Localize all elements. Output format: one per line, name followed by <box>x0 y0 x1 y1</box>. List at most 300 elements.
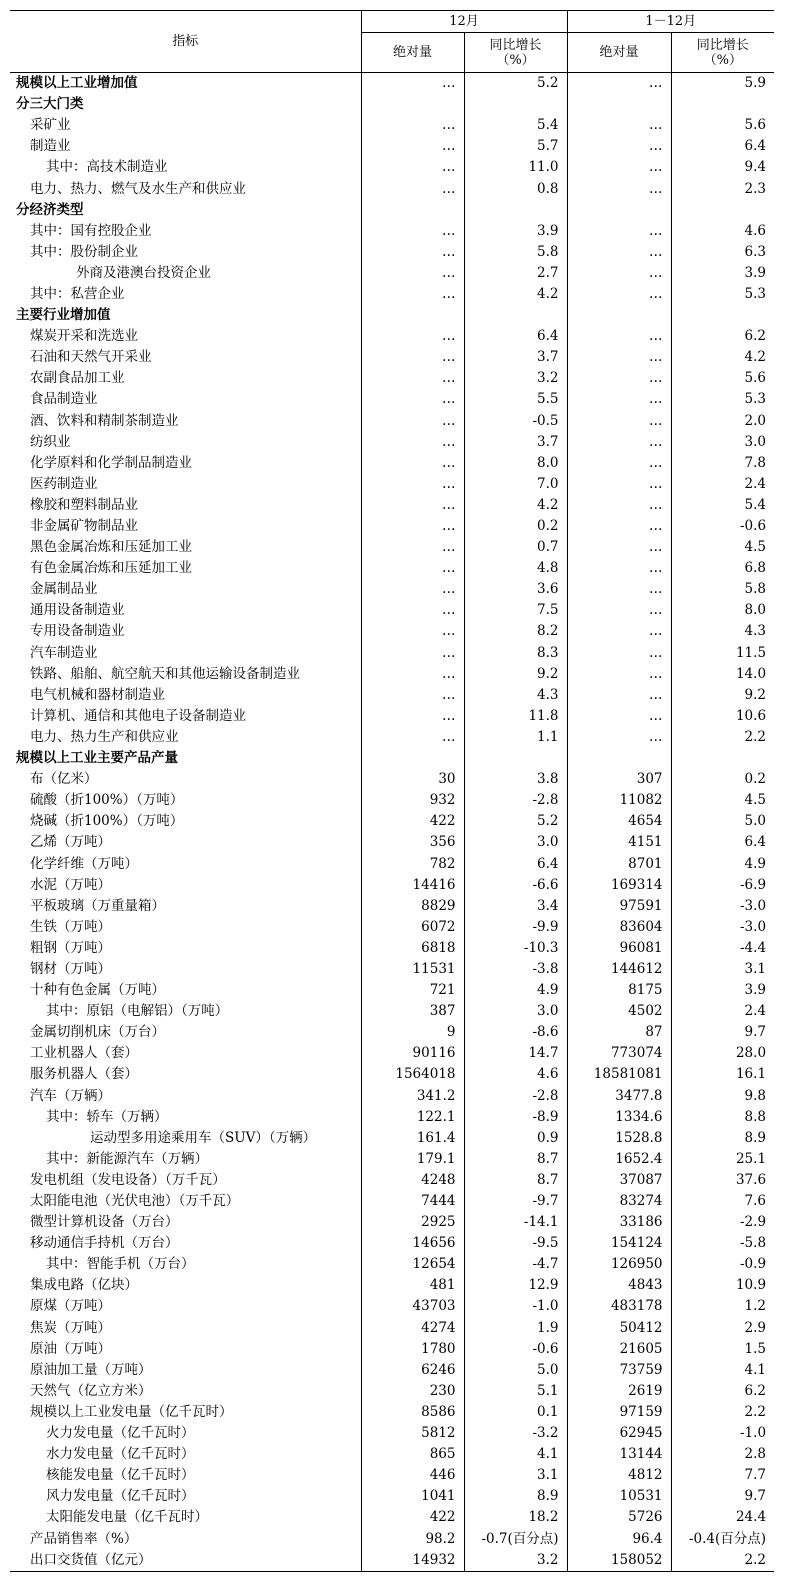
dec-yoy-cell: -8.9 <box>464 1107 567 1128</box>
indicator-cell: 铁路、船舶、航空航天和其他运输设备制造业 <box>10 664 361 685</box>
indicator-cell: 外商及港澳台投资企业 <box>10 263 361 284</box>
dec-yoy-cell: 4.6 <box>464 1064 567 1085</box>
dec-absolute-cell: … <box>361 643 464 664</box>
table-row <box>10 411 774 432</box>
dec-yoy-cell: 3.6 <box>464 579 567 600</box>
indicator-cell: 原油加工量（万吨） <box>10 1360 361 1381</box>
ytd-yoy-cell: 2.2 <box>744 1403 767 1420</box>
ytd-yoy-cell: -0.9 <box>740 1256 767 1273</box>
dec-absolute-cell: 4248 <box>361 1170 464 1191</box>
dec-absolute-cell: 12654 <box>361 1254 464 1275</box>
dec-yoy-cell: 3.2 <box>464 1550 567 1572</box>
dec-yoy-cell: 12.9 <box>464 1275 567 1296</box>
indicator-cell: 布（亿米） <box>10 769 361 790</box>
dec-absolute-cell: … <box>361 432 464 453</box>
table-row <box>10 853 774 874</box>
indicator-cell: 有色金属冶炼和压延加工业 <box>10 558 361 579</box>
table-row <box>10 706 774 727</box>
table-body <box>10 73 774 1572</box>
indicator-header: 指标 <box>10 11 361 73</box>
ytd-absolute-cell: 307 <box>567 769 671 790</box>
ytd-absolute-cell: … <box>567 73 671 95</box>
dec-yoy-cell: 5.4 <box>464 115 567 136</box>
table-row <box>10 453 774 474</box>
dec-absolute-cell <box>361 94 464 115</box>
indicator-cell: 金属制品业 <box>10 579 361 600</box>
table-row <box>10 1423 774 1444</box>
dec-yoy-cell: -8.6 <box>464 1022 567 1043</box>
ytd-yoy-cell: 11.5 <box>735 644 767 661</box>
indicator-cell: 其中：新能源汽车（万辆） <box>10 1149 361 1170</box>
ytd-absolute-cell: 1652.4 <box>567 1149 671 1170</box>
ytd-yoy-cell: 4.6 <box>744 222 767 239</box>
dec-absolute-cell: 422 <box>361 1507 464 1528</box>
ytd-absolute-cell: … <box>567 664 671 685</box>
ytd-yoy-cell: 9.2 <box>744 686 767 703</box>
dec-yoy-cell: 3.7 <box>464 347 567 368</box>
ytd-yoy-header: 同比增长 （%） <box>671 33 774 73</box>
table-row <box>10 495 774 516</box>
ytd-absolute-header: 绝对量 <box>567 33 671 73</box>
dec-yoy-cell: 3.8 <box>464 769 567 790</box>
table-row <box>10 579 774 600</box>
ytd-absolute-cell: … <box>567 263 671 284</box>
table-header <box>10 11 774 73</box>
table-row <box>10 980 774 1001</box>
indicator-cell: 规模以上工业增加值 <box>10 73 361 95</box>
dec-absolute-cell: … <box>361 474 464 495</box>
dec-absolute-cell: … <box>361 453 464 474</box>
dec-absolute-cell: … <box>361 558 464 579</box>
dec-absolute-header: 绝对量 <box>361 33 464 73</box>
ytd-absolute-cell <box>567 305 671 326</box>
indicator-cell: 生铁（万吨） <box>10 917 361 938</box>
indicator-cell: 分三大门类 <box>10 94 361 115</box>
dec-yoy-cell: 11.8 <box>464 706 567 727</box>
indicator-cell: 原油（万吨） <box>10 1339 361 1360</box>
indicator-cell: 核能发电量（亿千瓦时） <box>10 1465 361 1486</box>
dec-absolute-cell: 122.1 <box>361 1107 464 1128</box>
dec-absolute-cell: … <box>361 221 464 242</box>
ytd-absolute-cell: 3477.8 <box>567 1086 671 1107</box>
indicator-cell: 原煤（万吨） <box>10 1296 361 1317</box>
ytd-yoy-cell: 2.2 <box>671 1550 774 1572</box>
table-row <box>10 600 774 621</box>
ytd-yoy-cell: 8.0 <box>744 602 767 619</box>
ytd-absolute-cell: … <box>567 537 671 558</box>
dec-absolute-cell: … <box>361 284 464 305</box>
ytd-yoy-cell <box>671 200 774 221</box>
dec-absolute-cell: … <box>361 579 464 600</box>
indicator-cell: 电气机械和器材制造业 <box>10 685 361 706</box>
table-row <box>10 896 774 917</box>
dec-absolute-cell: … <box>361 516 464 537</box>
table-row <box>10 811 774 832</box>
dec-absolute-cell <box>361 200 464 221</box>
indicator-cell: 火力发电量（亿千瓦时） <box>10 1423 361 1444</box>
dec-yoy-cell: 4.8 <box>464 558 567 579</box>
ytd-absolute-cell: … <box>567 706 671 727</box>
dec-absolute-cell: 865 <box>361 1444 464 1465</box>
indicator-cell: 其中：私营企业 <box>10 284 361 305</box>
ytd-absolute-cell: 50412 <box>567 1318 671 1339</box>
ytd-absolute-cell: 96.4 <box>567 1528 671 1549</box>
ytd-absolute-cell: 18581081 <box>567 1064 671 1085</box>
ytd-absolute-cell: 1528.8 <box>567 1128 671 1149</box>
dec-yoy-cell: 4.1 <box>464 1444 567 1465</box>
dec-absolute-cell: … <box>361 621 464 642</box>
table-row <box>10 1339 774 1360</box>
dec-yoy-cell: 3.4 <box>464 896 567 917</box>
indicator-cell: 水泥（万吨） <box>10 875 361 896</box>
ytd-yoy-cell: 3.9 <box>744 264 767 281</box>
indicator-cell: 运动型多用途乘用车（SUV）（万辆） <box>10 1128 361 1149</box>
ytd-yoy-cell: 2.4 <box>744 475 767 492</box>
table-row <box>10 727 774 748</box>
dec-yoy-cell: -3.8 <box>464 959 567 980</box>
indicator-cell: 工业机器人（套） <box>10 1043 361 1064</box>
ytd-yoy-cell: 28.0 <box>735 1045 767 1062</box>
table-row <box>10 1086 774 1107</box>
indicator-cell: 其中：智能手机（万台） <box>10 1254 361 1275</box>
dec-absolute-cell: 14932 <box>361 1550 464 1572</box>
dec-absolute-cell: … <box>361 706 464 727</box>
dec-yoy-cell: 3.0 <box>464 832 567 853</box>
indicator-cell: 制造业 <box>10 136 361 157</box>
table-row <box>10 474 774 495</box>
ytd-absolute-cell: 483178 <box>567 1296 671 1317</box>
indicator-cell: 橡胶和塑料制品业 <box>10 495 361 516</box>
ytd-yoy-cell: 6.4 <box>744 138 767 155</box>
dec-absolute-cell: … <box>361 73 464 95</box>
dec-absolute-cell: 2925 <box>361 1212 464 1233</box>
table-row <box>10 938 774 959</box>
ytd-yoy-cell: 5.9 <box>744 75 767 92</box>
ytd-yoy-cell: 24.4 <box>735 1509 767 1526</box>
table-row <box>10 790 774 811</box>
ytd-absolute-cell: … <box>567 326 671 347</box>
dec-yoy-cell: 11.0 <box>464 157 567 178</box>
dec-absolute-cell: 1564018 <box>361 1064 464 1085</box>
dec-absolute-cell: 30 <box>361 769 464 790</box>
dec-absolute-cell: … <box>361 537 464 558</box>
ytd-absolute-cell: 11082 <box>567 790 671 811</box>
dec-yoy-cell: 5.5 <box>464 389 567 410</box>
table-row <box>10 1381 774 1402</box>
ytd-absolute-cell: 126950 <box>567 1254 671 1275</box>
dec-yoy-cell: 8.7 <box>464 1170 567 1191</box>
table-row <box>10 1528 774 1549</box>
ytd-absolute-cell: … <box>567 727 671 748</box>
jan-dec-header: 1－12月 <box>567 11 774 33</box>
indicator-cell: 分经济类型 <box>10 200 361 221</box>
ytd-yoy-cell: 5.3 <box>744 391 767 408</box>
ytd-absolute-cell: 144612 <box>567 959 671 980</box>
table-row <box>10 1128 774 1149</box>
table-row <box>10 1022 774 1043</box>
ytd-yoy-cell: -2.9 <box>740 1214 767 1231</box>
table-row <box>10 389 774 410</box>
indicator-cell: 酒、饮料和精制茶制造业 <box>10 411 361 432</box>
dec-absolute-cell: 782 <box>361 853 464 874</box>
ytd-absolute-cell: … <box>567 157 671 178</box>
dec-yoy-cell: 2.7 <box>464 263 567 284</box>
ytd-absolute-cell: … <box>567 432 671 453</box>
dec-yoy-cell: 3.7 <box>464 432 567 453</box>
dec-yoy-cell: 5.2 <box>464 73 567 95</box>
dec-yoy-cell <box>464 305 567 326</box>
dec-absolute-cell: 8829 <box>361 896 464 917</box>
indicator-cell: 专用设备制造业 <box>10 621 361 642</box>
section-row <box>10 200 774 221</box>
table-row <box>10 1465 774 1486</box>
table-row <box>10 959 774 980</box>
dec-absolute-cell: … <box>361 326 464 347</box>
dec-yoy-cell: 8.3 <box>464 643 567 664</box>
ytd-yoy-cell: 4.5 <box>744 792 767 809</box>
table-row <box>10 284 774 305</box>
ytd-yoy-cell: -5.8 <box>740 1235 767 1252</box>
dec-absolute-cell: 90116 <box>361 1043 464 1064</box>
dec-yoy-cell: -4.7 <box>464 1254 567 1275</box>
dec-yoy-cell: -9.9 <box>464 917 567 938</box>
table-row <box>10 368 774 389</box>
ytd-absolute-cell: 154124 <box>567 1233 671 1254</box>
ytd-absolute-cell: … <box>567 284 671 305</box>
ytd-yoy-cell: -6.9 <box>740 876 767 893</box>
ytd-absolute-cell: … <box>567 411 671 432</box>
indicator-cell: 太阳能发电量（亿千瓦时） <box>10 1507 361 1528</box>
ytd-absolute-cell: 83274 <box>567 1191 671 1212</box>
indicator-cell: 计算机、通信和其他电子设备制造业 <box>10 706 361 727</box>
indicator-cell: 移动通信手持机（万台） <box>10 1233 361 1254</box>
ytd-absolute-cell: … <box>567 474 671 495</box>
indicator-cell: 钢材（万吨） <box>10 959 361 980</box>
table-row <box>10 115 774 136</box>
ytd-yoy-cell: 3.1 <box>744 960 767 977</box>
dec-yoy-cell: -2.8 <box>464 1086 567 1107</box>
ytd-absolute-cell: … <box>567 643 671 664</box>
table-row <box>10 516 774 537</box>
ytd-yoy-cell: -1.0 <box>740 1425 767 1442</box>
dec-absolute-cell: 5812 <box>361 1423 464 1444</box>
ytd-absolute-cell: 1334.6 <box>567 1107 671 1128</box>
table-row <box>10 875 774 896</box>
ytd-yoy-cell: 1.5 <box>744 1340 767 1357</box>
table-row <box>10 917 774 938</box>
ytd-yoy-cell: 2.3 <box>744 180 767 197</box>
ytd-yoy-cell: 8.8 <box>744 1108 767 1125</box>
ytd-absolute-cell: 87 <box>567 1022 671 1043</box>
table-row <box>10 643 774 664</box>
dec-yoy-cell: -9.5 <box>464 1233 567 1254</box>
ytd-absolute-cell <box>567 748 671 769</box>
dec-absolute-cell <box>361 305 464 326</box>
table-row <box>10 1486 774 1507</box>
ytd-absolute-cell: … <box>567 221 671 242</box>
indicator-cell: 电力、热力生产和供应业 <box>10 727 361 748</box>
table-row <box>10 1001 774 1022</box>
dec-absolute-cell: 6072 <box>361 917 464 938</box>
indicator-cell: 平板玻璃（万重量箱） <box>10 896 361 917</box>
ytd-yoy-cell <box>671 94 774 115</box>
indicator-cell: 汽车制造业 <box>10 643 361 664</box>
table-row <box>10 537 774 558</box>
dec-absolute-cell: … <box>361 727 464 748</box>
ytd-absolute-cell: 773074 <box>567 1043 671 1064</box>
ytd-yoy-cell: 0.2 <box>744 771 767 788</box>
ytd-absolute-cell: 10531 <box>567 1486 671 1507</box>
dec-absolute-cell: … <box>361 136 464 157</box>
dec-yoy-cell: 7.0 <box>464 474 567 495</box>
ytd-yoy-cell: 9.7 <box>744 1488 767 1505</box>
indicator-cell: 发电机组（发电设备）（万千瓦） <box>10 1170 361 1191</box>
section-row <box>10 94 774 115</box>
ytd-absolute-cell: 21605 <box>567 1339 671 1360</box>
dec-yoy-cell <box>464 200 567 221</box>
indicator-cell: 十种有色金属（万吨） <box>10 980 361 1001</box>
ytd-yoy-cell: 4.5 <box>744 539 767 556</box>
ytd-absolute-cell: … <box>567 389 671 410</box>
ytd-yoy-cell: 4.1 <box>744 1361 767 1378</box>
dec-absolute-cell: 11531 <box>361 959 464 980</box>
dec-absolute-cell: 6246 <box>361 1360 464 1381</box>
ytd-absolute-cell: 37087 <box>567 1170 671 1191</box>
ytd-absolute-cell: 33186 <box>567 1212 671 1233</box>
dec-absolute-cell: … <box>361 368 464 389</box>
dec-yoy-cell <box>464 94 567 115</box>
table-row <box>10 558 774 579</box>
dec-yoy-cell: -2.8 <box>464 790 567 811</box>
dec-yoy-cell: -0.5 <box>464 411 567 432</box>
table-row <box>10 1507 774 1528</box>
indicator-cell: 粗钢（万吨） <box>10 938 361 959</box>
ytd-absolute-cell: 158052 <box>567 1550 671 1572</box>
dec-absolute-cell: … <box>361 242 464 263</box>
ytd-yoy-cell: -3.0 <box>740 918 767 935</box>
indicator-cell: 乙烯（万吨） <box>10 832 361 853</box>
dec-yoy-cell: 9.2 <box>464 664 567 685</box>
table-row <box>10 347 774 368</box>
dec-absolute-cell: … <box>361 178 464 199</box>
table-row <box>10 221 774 242</box>
indicator-cell: 汽车（万辆） <box>10 1086 361 1107</box>
ytd-yoy-cell: 14.0 <box>735 665 767 682</box>
ytd-absolute-cell: 4654 <box>567 811 671 832</box>
ytd-yoy-cell: 6.4 <box>744 834 767 851</box>
ytd-yoy-cell: 10.9 <box>735 1277 767 1294</box>
table-row <box>10 685 774 706</box>
ytd-yoy-cell: 4.2 <box>744 349 767 366</box>
indicator-cell: 水力发电量（亿千瓦时） <box>10 1444 361 1465</box>
dec-yoy-cell: -0.7(百分点) <box>464 1528 567 1549</box>
indicator-cell: 服务机器人（套） <box>10 1064 361 1085</box>
indicator-cell: 焦炭（万吨） <box>10 1318 361 1339</box>
dec-yoy-cell: 8.7 <box>464 1149 567 1170</box>
dec-yoy-cell: 5.7 <box>464 136 567 157</box>
dec-absolute-cell: … <box>361 411 464 432</box>
dec-yoy-header: 同比增长 （%） <box>464 33 567 73</box>
dec-yoy-cell: 5.0 <box>464 1360 567 1381</box>
table-row <box>10 1170 774 1191</box>
ytd-yoy-cell: 5.0 <box>744 813 767 830</box>
ytd-yoy-cell: 3.9 <box>744 982 767 999</box>
dec-yoy-cell: 0.1 <box>464 1402 567 1423</box>
dec-absolute-cell: … <box>361 600 464 621</box>
table-row <box>10 1254 774 1275</box>
indicator-cell: 采矿业 <box>10 115 361 136</box>
indicator-cell: 天然气（亿立方米） <box>10 1381 361 1402</box>
table-row <box>10 1043 774 1064</box>
ytd-yoy-cell: 5.6 <box>744 370 767 387</box>
dec-yoy-cell: 6.4 <box>464 326 567 347</box>
ytd-absolute-cell: 13144 <box>567 1444 671 1465</box>
ytd-yoy-cell: 2.8 <box>744 1446 767 1463</box>
dec-absolute-cell: 9 <box>361 1022 464 1043</box>
dec-absolute-cell: 43703 <box>361 1296 464 1317</box>
ytd-absolute-cell: … <box>567 579 671 600</box>
table-row <box>10 1550 774 1572</box>
ytd-absolute-cell: 4151 <box>567 832 671 853</box>
dec-yoy-cell: 4.3 <box>464 685 567 706</box>
dec-absolute-cell: 341.2 <box>361 1086 464 1107</box>
ytd-absolute-cell: 8175 <box>567 980 671 1001</box>
dec-yoy-cell: -10.3 <box>464 938 567 959</box>
table-row <box>10 178 774 199</box>
table-row <box>10 621 774 642</box>
dec-absolute-cell: … <box>361 347 464 368</box>
indicator-cell: 风力发电量（亿千瓦时） <box>10 1486 361 1507</box>
ytd-absolute-cell: 169314 <box>567 875 671 896</box>
dec-absolute-cell: 932 <box>361 790 464 811</box>
dec-absolute-cell: 4274 <box>361 1318 464 1339</box>
dec-absolute-cell: 6818 <box>361 938 464 959</box>
ytd-yoy-cell: 25.1 <box>735 1150 767 1167</box>
section-row <box>10 305 774 326</box>
dec-absolute-cell: … <box>361 495 464 516</box>
table-row <box>10 1191 774 1212</box>
dec-absolute-cell: 481 <box>361 1275 464 1296</box>
section-row <box>10 748 774 769</box>
ytd-absolute-cell: 96081 <box>567 938 671 959</box>
table-row <box>10 1275 774 1296</box>
ytd-yoy-cell: 7.7 <box>744 1467 767 1484</box>
ytd-absolute-cell: 4502 <box>567 1001 671 1022</box>
ytd-yoy-cell: 4.9 <box>744 855 767 872</box>
table-row <box>10 1444 774 1465</box>
dec-yoy-cell: 8.2 <box>464 621 567 642</box>
ytd-yoy-cell: 6.3 <box>744 243 767 260</box>
ytd-absolute-cell: … <box>567 495 671 516</box>
ytd-yoy-cell: 6.2 <box>744 328 767 345</box>
ytd-absolute-cell: … <box>567 242 671 263</box>
ytd-absolute-cell: … <box>567 136 671 157</box>
table-row <box>10 1212 774 1233</box>
dec-yoy-cell: 0.7 <box>464 537 567 558</box>
ytd-absolute-cell: … <box>567 178 671 199</box>
table-row <box>10 1296 774 1317</box>
ytd-absolute-cell: 83604 <box>567 917 671 938</box>
ytd-yoy-cell: -3.0 <box>740 897 767 914</box>
dec-yoy-cell: -14.1 <box>464 1212 567 1233</box>
ytd-absolute-cell: … <box>567 115 671 136</box>
ytd-yoy-cell: 7.8 <box>744 454 767 471</box>
ytd-yoy-cell: 10.6 <box>735 707 767 724</box>
dec-yoy-cell: 8.0 <box>464 453 567 474</box>
ytd-absolute-cell: … <box>567 621 671 642</box>
ytd-yoy-cell: 4.3 <box>744 623 767 640</box>
dec-absolute-cell: 98.2 <box>361 1528 464 1549</box>
